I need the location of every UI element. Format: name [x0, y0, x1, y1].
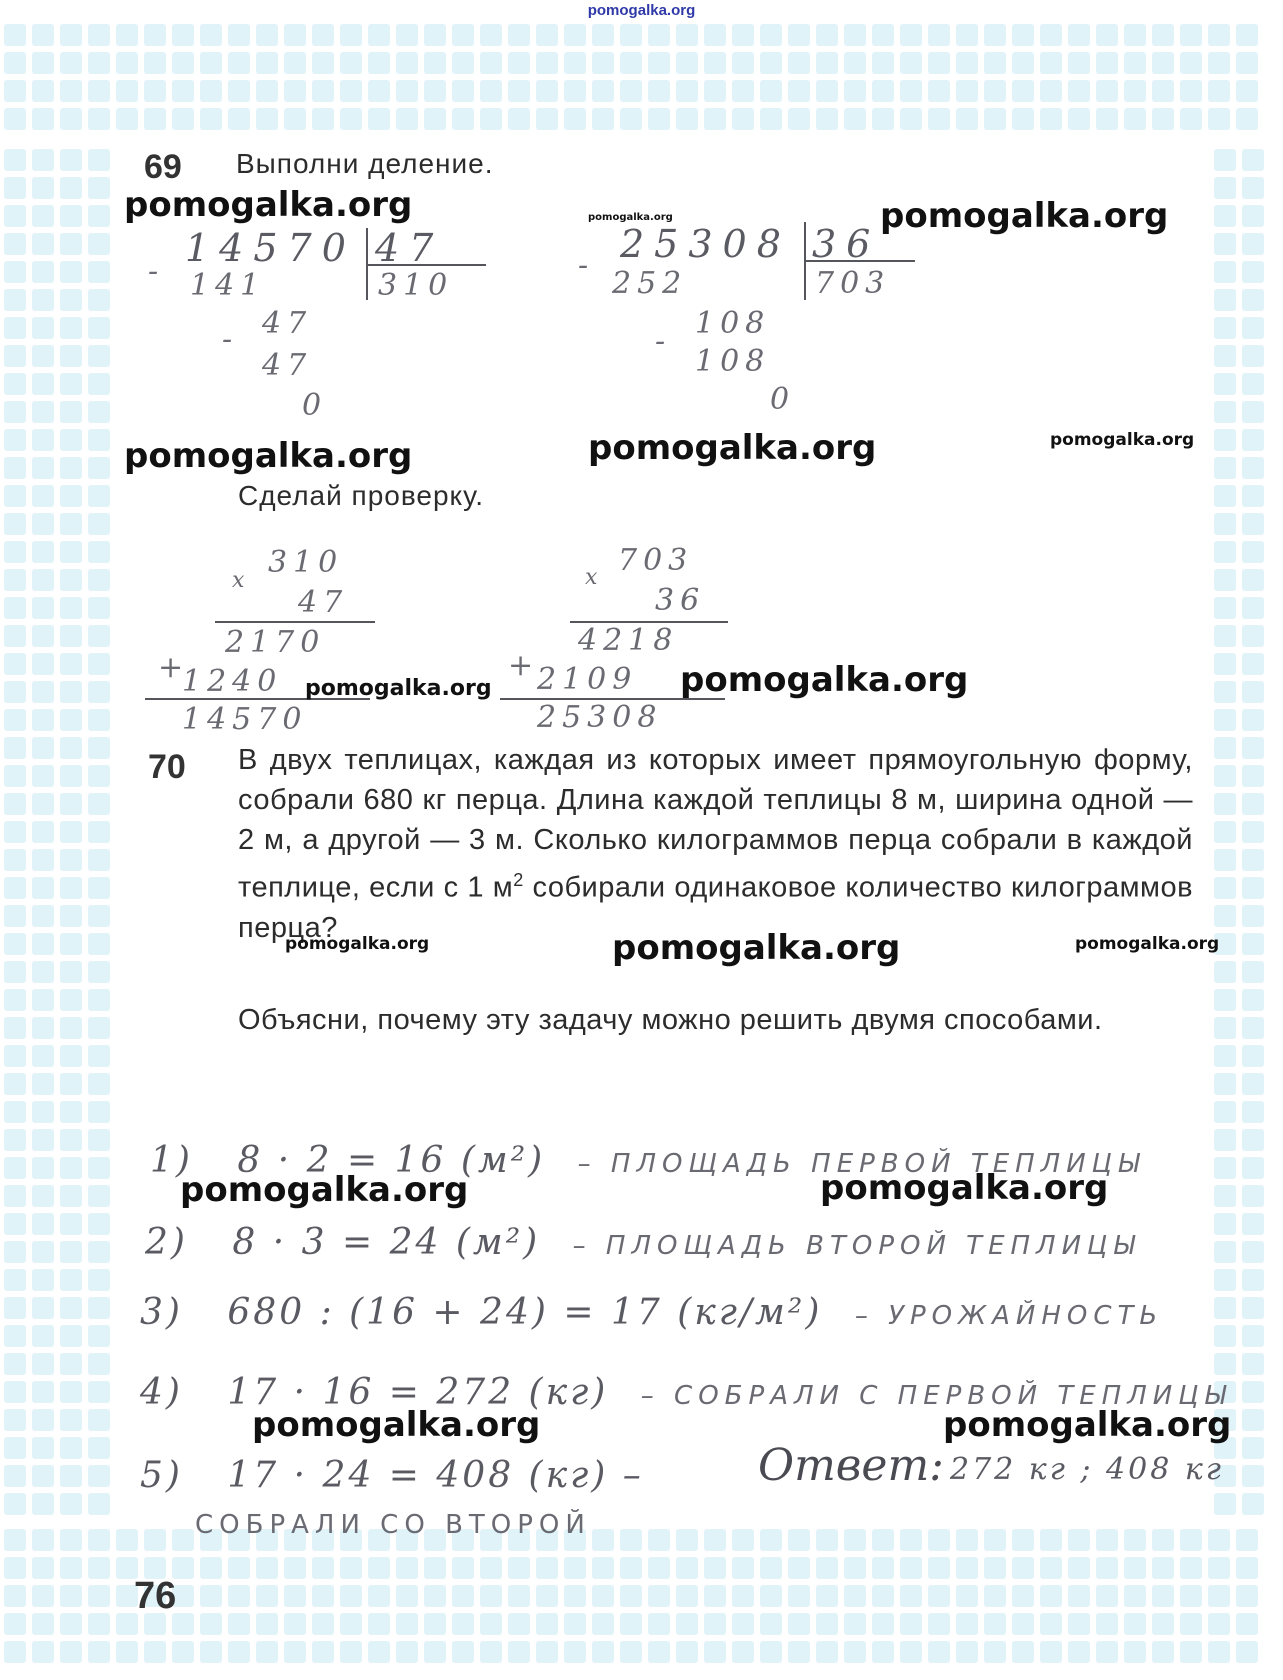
- division2-remainder: 0: [770, 382, 796, 417]
- watermark: pomogalka.org: [820, 1168, 1109, 1208]
- times-sign: x: [585, 565, 604, 590]
- top-watermark-link[interactable]: pomogalka.org: [587, 2, 696, 19]
- check-title: Сделай проверку.: [238, 480, 485, 511]
- division1-quotient: 310: [378, 268, 454, 303]
- division2-quotient: 703: [815, 266, 891, 301]
- step-expression: 8 · 2 = 16 (м²): [237, 1140, 546, 1181]
- answer-value: 272 кг ; 408 кг: [950, 1452, 1224, 1487]
- watermark: pomogalka.org: [880, 196, 1169, 236]
- page-number: 76: [134, 1575, 177, 1617]
- check1-result: 14570: [182, 702, 308, 737]
- step-number: 2): [145, 1222, 188, 1263]
- division1-remainder: 0: [302, 388, 328, 423]
- solution-step-5-note: СОБРАЛИ СО ВТОРОЙ: [195, 1510, 591, 1540]
- watermark: pomogalka.org: [252, 1405, 541, 1445]
- task-69-number: 69: [144, 148, 182, 186]
- task-70-question: Объясни, почему эту задачу можно решить двумя способами.: [238, 1004, 1103, 1036]
- minus-sign: -: [655, 324, 672, 359]
- check2-multiplier: 36: [655, 583, 706, 618]
- task-70-text-part1: В двух теплицах, каждая из которых имеет прямоугольную форму, собрали 680 кг перца. Длина каждой теплицы 8 м, ширина одной — 2 м, а другой — 3 м. Сколько килограммов перца собрали в каждой теплице, если с 1 м: [238, 744, 1193, 904]
- watermark: pomogalka.org: [285, 934, 430, 954]
- task-70-text: [238, 740, 1193, 948]
- check1-multiplier: 47: [298, 585, 349, 620]
- step-note: – ПЛОЩАДЬ ВТОРОЙ ТЕПЛИЦЫ: [572, 1231, 1141, 1261]
- division2-step1: 252: [612, 266, 688, 301]
- watermark: pomogalka.org: [943, 1405, 1232, 1445]
- watermark: pomogalka.org: [588, 212, 673, 223]
- division1-dividend: 14570: [185, 226, 356, 270]
- check2-partial1: 4218: [578, 623, 679, 658]
- step-expression: 17 · 16 = 272 (кг): [227, 1372, 609, 1413]
- step-number: 1): [150, 1140, 193, 1181]
- division2-step2-top: 108: [695, 306, 771, 341]
- watermark: pomogalka.org: [124, 436, 413, 476]
- watermark: pomogalka.org: [588, 428, 877, 468]
- minus-sign: -: [148, 254, 165, 289]
- task-70-text-part2: собирали одинаковое количество килограммов перца?: [238, 871, 1193, 944]
- step-expression: 680 : (16 + 24) = 17 (кг/м²): [227, 1292, 823, 1333]
- division1-step2-bottom: 47: [262, 348, 313, 383]
- task-70-superscript: 2: [513, 870, 524, 890]
- division1-step1: 141: [190, 268, 266, 303]
- division2-dividend: 25308: [620, 222, 791, 266]
- step-number: 4): [140, 1372, 183, 1413]
- watermark: pomogalka.org: [680, 660, 969, 700]
- plus-sign: +: [158, 650, 190, 685]
- minus-sign: -: [578, 248, 595, 283]
- check1-partial2: 1240: [182, 664, 283, 699]
- solution-step-3: [140, 1292, 1163, 1333]
- step-expression: 8 · 3 = 24 (м²): [232, 1222, 541, 1263]
- step-number: 3): [140, 1292, 183, 1333]
- check2-result: 25308: [537, 700, 663, 735]
- watermark: pomogalka.org: [1075, 934, 1220, 954]
- check2-multiplicand: 703: [618, 543, 694, 578]
- task-69-title: Выполни деление.: [236, 148, 494, 179]
- watermark: pomogalka.org: [124, 185, 413, 225]
- minus-sign: -: [222, 322, 239, 357]
- answer-label: Ответ:: [758, 1440, 944, 1491]
- division2-divisor: 36: [812, 222, 881, 266]
- step-number: 5): [140, 1455, 183, 1496]
- step-note: – УРОЖАЙНОСТЬ: [854, 1301, 1164, 1331]
- times-sign: x: [232, 568, 251, 593]
- division1-step2-top: 47: [262, 306, 313, 341]
- solution-step-5: [140, 1455, 644, 1496]
- step-note: – СОБРАЛИ С ПЕРВОЙ ТЕПЛИЦЫ: [640, 1381, 1232, 1411]
- check1-partial1: 2170: [225, 625, 326, 660]
- watermark: pomogalka.org: [612, 928, 901, 968]
- watermark: pomogalka.org: [305, 676, 492, 701]
- plus-sign: +: [508, 648, 540, 683]
- watermark: pomogalka.org: [180, 1170, 469, 1210]
- division1-divisor: 47: [375, 226, 444, 270]
- solution-step-2: [145, 1222, 1141, 1263]
- division2-step2-bottom: 108: [695, 344, 771, 379]
- check2-partial2: 2109: [537, 662, 638, 697]
- step-note: – ПЛОЩАДЬ ПЕРВОЙ ТЕПЛИЦЫ: [577, 1149, 1146, 1179]
- watermark: pomogalka.org: [1050, 430, 1195, 450]
- step-expression: 17 · 24 = 408 (кг) –: [227, 1455, 644, 1496]
- check1-multiplicand: 310: [268, 545, 344, 580]
- task-70-number: 70: [148, 748, 186, 786]
